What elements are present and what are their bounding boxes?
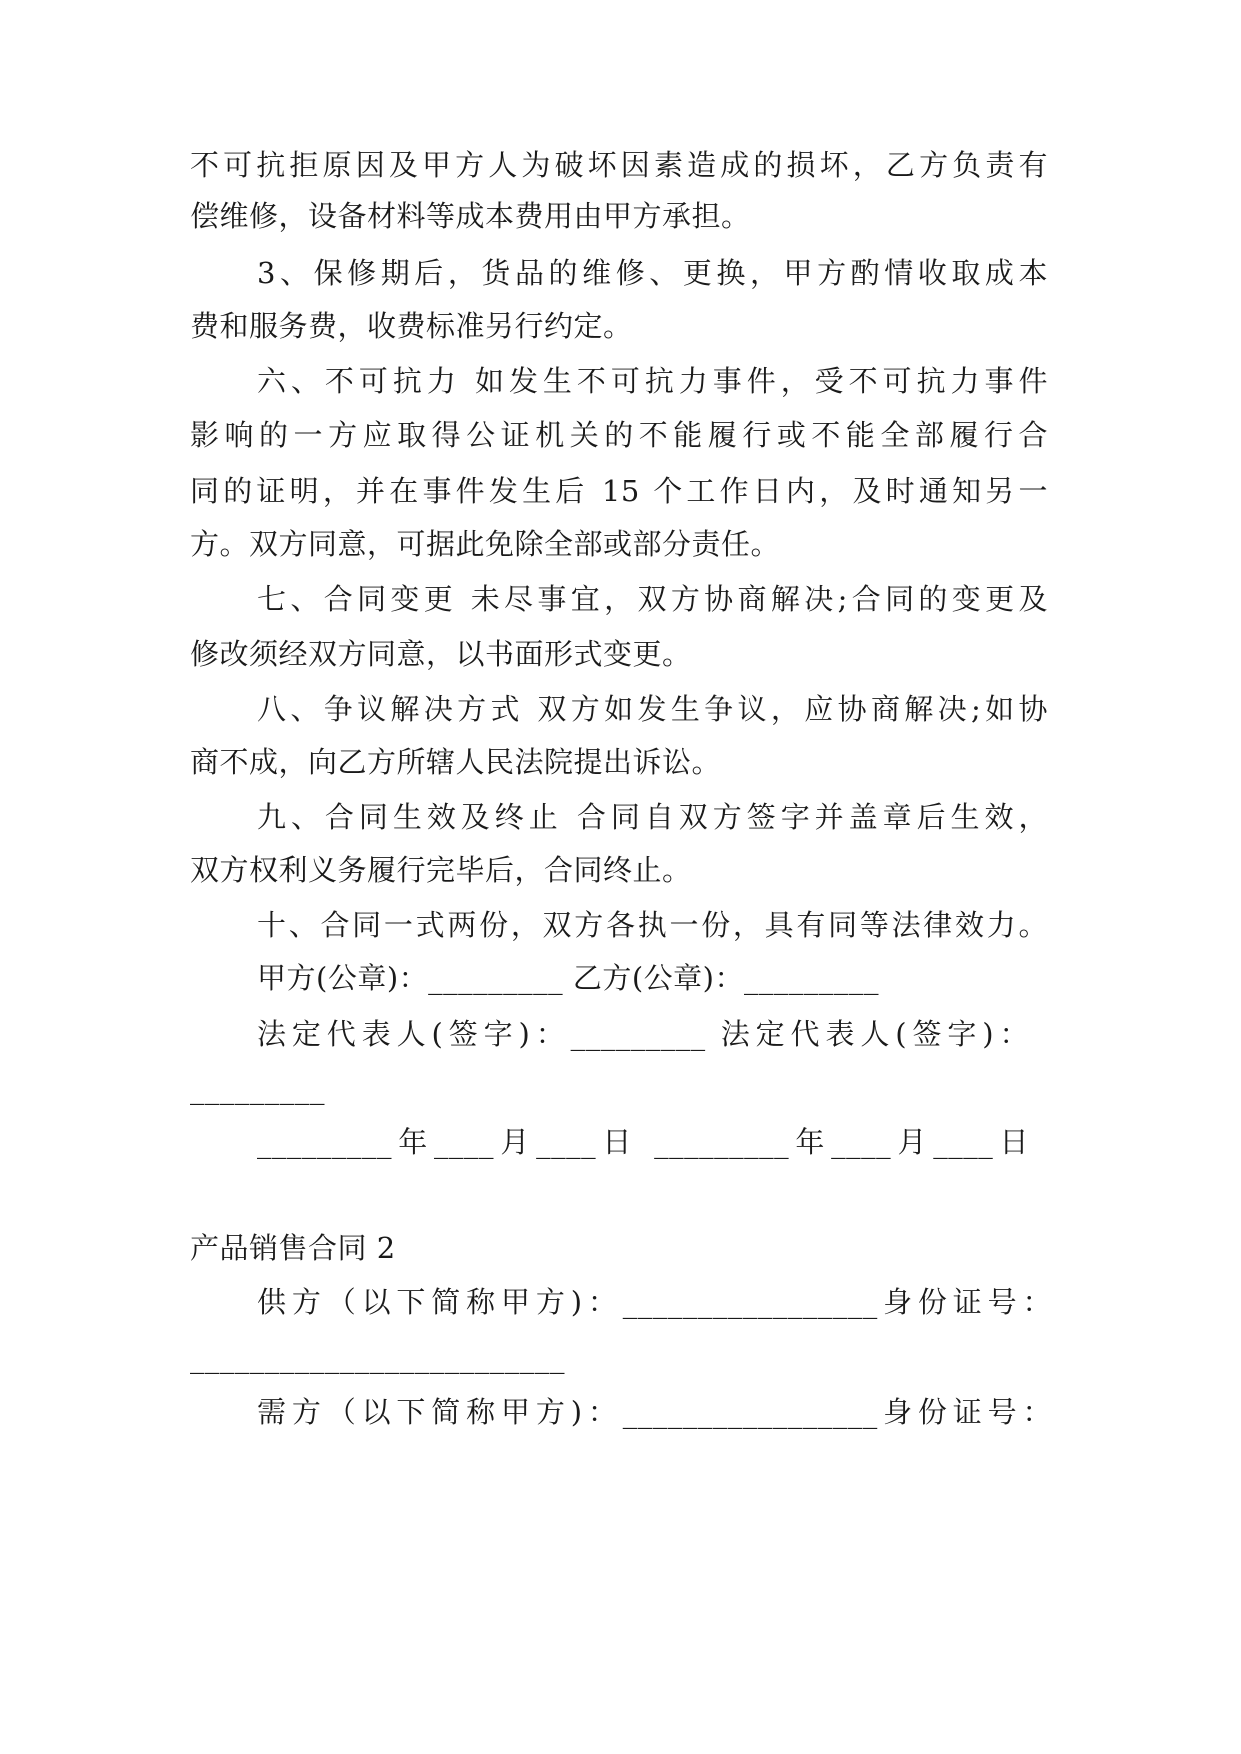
text-line: 同的证明，并在事件发生后 15 个工作日内，及时通知另一 — [190, 474, 1048, 508]
text-line: 费和服务费，收费标准另行约定。 — [190, 309, 633, 343]
text-line: 六、不可抗力 如发生不可抗力事件，受不可抗力事件 — [257, 364, 1048, 398]
text-line: 方。双方同意，可据此免除全部或部分责任。 — [190, 527, 781, 561]
supplier-line: 供方（以下简称甲方)：_________________身份证号： — [257, 1285, 1052, 1319]
text-line: 九、合同生效及终止 合同自双方签字并盖章后生效， — [257, 800, 1048, 834]
signature-line: 法定代表人(签字)：_________ 法定代表人(签字)： — [257, 1017, 1029, 1051]
buyer-line: 需方（以下简称甲方)：_________________身份证号： — [257, 1395, 1052, 1429]
text-line: 十、合同一式两份，双方各执一份，具有同等法律效力。 — [257, 908, 1048, 942]
signature-line: 甲方(公章)：_________ 乙方(公章)：_________ — [257, 961, 879, 995]
text-line: 不可抗拒原因及甲方人为破坏因素造成的损坏，乙方负责有 — [190, 148, 1048, 182]
text-line: 商不成，向乙方所辖人民法院提出诉讼。 — [190, 745, 722, 779]
text-line: 修改须经双方同意，以书面形式变更。 — [190, 637, 692, 671]
text-line: 双方权利义务履行完毕后，合同终止。 — [190, 853, 692, 887]
text-line: 七、合同变更 未尽事宜，双方协商解决;合同的变更及 — [257, 582, 1048, 616]
text-line: 3、保修期后，货品的维修、更换，甲方酌情收取成本 — [257, 256, 1048, 290]
date-line: _________年____月____日 _________年____月____日 — [257, 1125, 1029, 1159]
id-blank: _________________________ — [190, 1340, 565, 1374]
text-line: 八、争议解决方式 双方如发生争议，应协商解决;如协 — [257, 692, 1048, 726]
signature-blank: _________ — [190, 1071, 325, 1105]
section-heading: 产品销售合同 2 — [190, 1231, 396, 1265]
text-line: 影响的一方应取得公证机关的不能履行或不能全部履行合 — [190, 418, 1048, 452]
text-line: 偿维修，设备材料等成本费用由甲方承担。 — [190, 199, 751, 233]
